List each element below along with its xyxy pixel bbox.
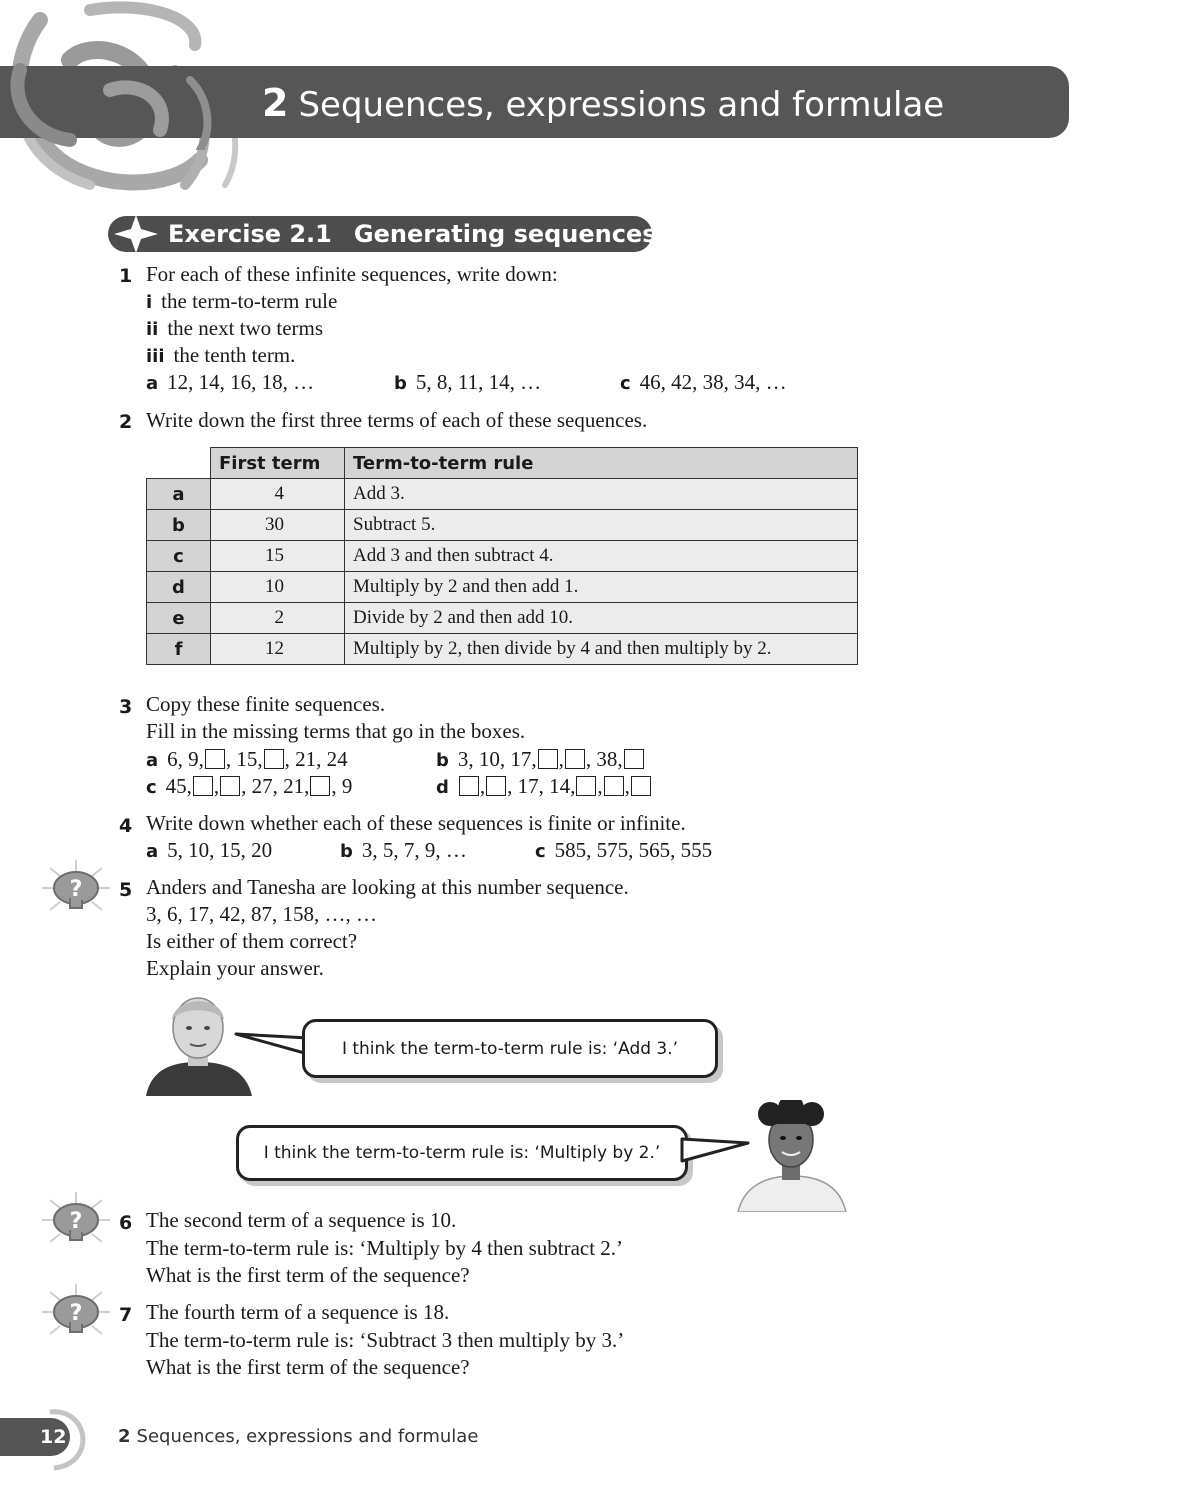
q6-line-1: The second term of a sequence is 10. [146,1208,457,1232]
column-header-rule: Term-to-term rule [345,448,858,479]
answer-box[interactable] [193,776,213,796]
q3-sequence-a: a 6, 9, , 15, , 21, 24 [146,747,348,771]
row-label: e [147,603,211,634]
q4-sequence-b: b 3, 5, 7, 9, … [340,838,467,862]
first-term-cell: 30 [211,510,345,541]
answer-box[interactable] [486,776,506,796]
q1-part-iii: iii the tenth term. [146,343,296,367]
first-term-cell: 15 [211,541,345,572]
page-number: 12 [40,1426,67,1448]
bubble-tail [234,1030,310,1060]
table-corner [147,448,211,479]
row-label: d [147,572,211,603]
question-number: 6 [119,1212,133,1234]
row-label: f [147,634,211,665]
q1-stem: For each of these infinite sequences, write down: [146,262,558,286]
rule-cell: Divide by 2 and then add 10. [345,603,858,634]
svg-text:?: ? [69,877,83,902]
row-label: c [147,541,211,572]
q5-line-4: Explain your answer. [146,956,324,980]
q1-sequence-a: a 12, 14, 16, 18, … [146,370,315,394]
answer-box[interactable] [631,776,651,796]
q6-line-3: What is the first term of the sequence? [146,1263,470,1287]
answer-box[interactable] [205,749,225,769]
first-term-cell: 10 [211,572,345,603]
answer-box[interactable] [220,776,240,796]
q1-part-i: i the term-to-term rule [146,289,338,313]
table-row [147,541,858,572]
q1-sequence-b: b 5, 8, 11, 14, … [394,370,542,394]
q7-line-2: The term-to-term rule is: ‘Subtract 3 then multiply by 3.’ [146,1328,625,1352]
question-number: 4 [119,815,133,837]
sequence-table [146,447,858,665]
q4-sequence-a: a 5, 10, 15, 20 [146,838,273,862]
q5-line-1: Anders and Tanesha are looking at this number sequence. [146,875,629,899]
q5-line-3: Is either of them correct? [146,929,358,953]
first-term-cell: 12 [211,634,345,665]
first-term-cell: 2 [211,603,345,634]
q3-sequence-b: b 3, 10, 17, , , 38, [436,746,645,774]
table-row [147,479,858,510]
answer-box[interactable] [604,776,624,796]
question-number: 7 [119,1304,133,1326]
table-row [147,510,858,541]
chapter-title: 2 Sequences, expressions and formulae [262,81,945,125]
q3-sequence-c: c 45, , , 27, 21, , 9 [146,774,353,798]
q1-part-ii: ii the next two terms [146,316,324,340]
rule-cell: Multiply by 2, then divide by 4 and then multiply by 2. [345,634,858,665]
q1-sequence-c: c 46, 42, 38, 34, … [620,370,787,394]
thinking-brain-icon [40,1190,112,1250]
svg-text:?: ? [69,1301,83,1326]
row-label: b [147,510,211,541]
svg-text:?: ? [69,1209,83,1234]
speech-bubble-anders: I think the term-to-term rule is: ‘Add 3.’ [302,1019,718,1078]
q7-line-1: The fourth term of a sequence is 18. [146,1300,450,1324]
q4-sequence-c: c 585, 575, 565, 555 [535,838,713,862]
table-row [147,572,858,603]
question-number: 1 [119,265,133,287]
thinking-brain-icon [40,1282,112,1342]
exercise-heading: Exercise 2.1 Generating sequences (1) [168,220,704,248]
rule-cell: Subtract 5. [345,510,858,541]
question-number: 5 [119,879,133,901]
table-row [147,634,858,665]
table-header-row [147,448,858,479]
question-number: 2 [119,411,133,433]
q6-line-2: The term-to-term rule is: ‘Multiply by 4 then subtract 2.’ [146,1236,624,1260]
answer-box[interactable] [624,749,644,769]
answer-box[interactable] [264,749,284,769]
rule-cell: Add 3 and then subtract 4. [345,541,858,572]
q7-line-3: What is the first term of the sequence? [146,1355,470,1379]
question-number: 3 [119,696,133,718]
q3-sequence-d: d , , 17, 14, , , [436,773,652,801]
answer-box[interactable] [459,776,479,796]
answer-box[interactable] [565,749,585,769]
q3-line-1: Copy these finite sequences. [146,692,386,716]
speech-bubble-tanesha: I think the term-to-term rule is: ‘Multiply by 2.’ [236,1125,688,1181]
rule-cell: Add 3. [345,479,858,510]
table-row [147,603,858,634]
answer-box[interactable] [576,776,596,796]
column-header-first-term: First term [211,448,345,479]
answer-box[interactable] [538,749,558,769]
q5-sequence: 3, 6, 17, 42, 87, 158, …, … [146,902,377,926]
first-term-cell: 4 [211,479,345,510]
q4-stem: Write down whether each of these sequences is finite or infinite. [146,811,686,835]
footer-chapter-title: 2 Sequences, expressions and formulae [118,1426,479,1447]
q2-stem: Write down the first three terms of each of these sequences. [146,408,648,432]
star-icon [112,213,160,255]
row-label: a [147,479,211,510]
q3-line-2: Fill in the missing terms that go in the boxes. [146,719,526,743]
thinking-brain-icon [40,858,112,918]
chapter-swirl-overlay [0,60,250,150]
answer-box[interactable] [310,776,330,796]
tanesha-portrait [736,1100,848,1212]
rule-cell: Multiply by 2 and then add 1. [345,572,858,603]
